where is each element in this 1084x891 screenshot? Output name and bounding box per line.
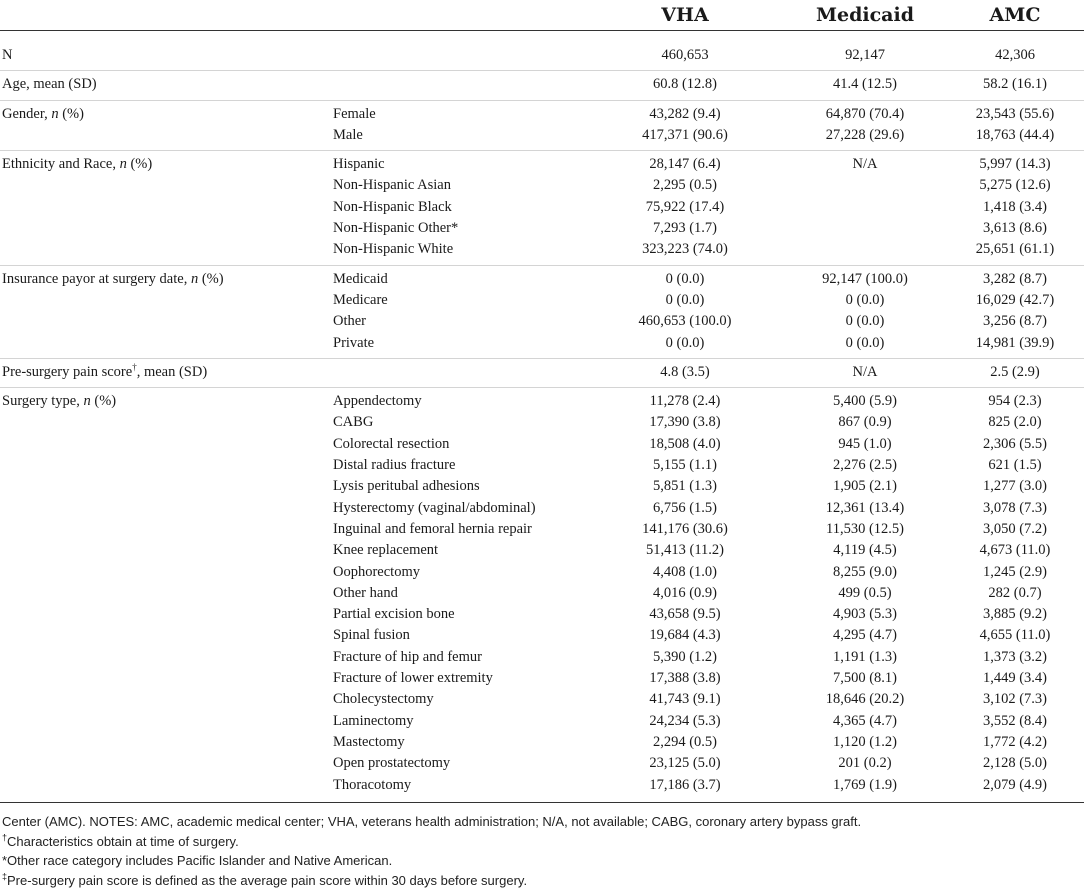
cell-amc: 2,128 (5.0) [982,755,1048,772]
cell-vha: 5,851 (1.3) [652,478,718,495]
cell-amc: 18,763 (44.4) [975,126,1055,143]
category-label: Fracture of hip and femur [333,648,482,665]
table-group [0,151,1084,265]
table-row [0,583,1084,604]
table-group [0,101,1084,152]
cell-vha: 75,922 (17.4) [645,198,725,215]
table-row [0,290,1084,311]
cell-amc: 621 (1.5) [988,457,1042,474]
table-row [0,562,1084,583]
category-label: Lysis peritubal adhesions [333,478,480,495]
cell-vha: 0 (0.0) [665,270,705,287]
cell-vha: 2,294 (0.5) [652,733,718,750]
cell-medicaid: 8,255 (9.0) [832,563,898,580]
category-label: Non-Hispanic Other* [333,220,459,237]
cell-medicaid: 7,500 (8.1) [832,670,898,687]
table-row [0,498,1084,519]
cell-medicaid: 11,530 (12.5) [826,520,904,537]
category-label: Partial excision bone [333,606,455,623]
cell-vha: 17,388 (3.8) [649,670,721,687]
note-characteristics: †Characteristics obtain at time of surgery. [2,832,239,849]
category-label: Non-Hispanic Asian [333,177,451,194]
cell-vha: 43,282 (9.4) [649,105,721,122]
table-row [0,45,1084,66]
cell-vha: 323,223 (74.0) [642,241,728,258]
column-header-vha: VHA [661,4,709,26]
cell-amc: 16,029 (42.7) [975,291,1055,308]
cell-vha: 0 (0.0) [665,291,705,308]
cell-medicaid: 945 (1.0) [838,435,892,452]
table-row [0,412,1084,433]
table-group [0,388,1084,800]
category-label: CABG [333,414,374,431]
cell-vha: 11,278 (2.4) [649,393,721,410]
variable-label: Pre-surgery pain score†, mean (SD) [2,362,208,380]
note-other-race: *Other race category includes Pacific Islander and Native American. [2,853,393,868]
category-label: Colorectal resection [333,435,450,452]
cell-medicaid: 0 (0.0) [845,291,885,308]
cell-medicaid: 201 (0.2) [838,755,892,772]
cell-medicaid: 1,769 (1.9) [832,776,898,793]
table-group [0,42,1084,71]
category-label: Fracture of lower extremity [333,670,493,687]
cell-amc: 282 (0.7) [988,584,1042,601]
category-label: Laminectomy [333,712,414,729]
cell-vha: 41,743 (9.1) [649,691,721,708]
category-label: Other [333,313,367,330]
note-abbreviations: Center (AMC). NOTES: AMC, academic medical center; VHA, veterans health administration; N/A, not available; CABG, coronary artery bypass graft. [2,814,862,829]
cell-amc: 3,050 (7.2) [982,520,1048,537]
table-top-rule [0,30,1084,31]
cell-vha: 141,176 (30.6) [642,520,728,537]
cell-amc: 2,079 (4.9) [982,776,1048,793]
category-label: Non-Hispanic White [333,241,454,258]
table-row [0,604,1084,625]
category-label: Male [333,126,363,143]
cell-vha: 4.8 (3.5) [660,363,710,380]
category-label: Medicaid [333,270,388,287]
table-row [0,154,1084,175]
table-row [0,269,1084,290]
cell-vha: 28,147 (6.4) [649,156,721,173]
cell-medicaid: 27,228 (29.6) [825,126,905,143]
cell-amc: 3,282 (8.7) [982,270,1048,287]
variable-label: Ethnicity and Race, n (%) [2,156,153,173]
cell-vha: 4,408 (1.0) [652,563,718,580]
column-header-amc: AMC [989,4,1041,26]
cell-amc: 23,543 (55.6) [975,105,1055,122]
table-row [0,519,1084,540]
cell-medicaid: 0 (0.0) [845,313,885,330]
cell-medicaid: 4,903 (5.3) [832,606,898,623]
cell-medicaid: N/A [852,156,878,173]
cell-medicaid: 12,361 (13.4) [825,499,905,516]
column-header-medicaid: Medicaid [815,4,914,26]
cell-amc: 5,997 (14.3) [979,156,1051,173]
category-label: Hysterectomy (vaginal/abdominal) [333,499,536,516]
cell-amc: 1,277 (3.0) [982,478,1048,495]
table-row [0,753,1084,774]
category-label: Cholecystectomy [333,691,434,708]
table-row [0,175,1084,196]
cell-amc: 3,552 (8.4) [982,712,1048,729]
table-group [0,71,1084,100]
cell-amc: 1,449 (3.4) [982,670,1048,687]
table-row [0,476,1084,497]
category-label: Thoracotomy [333,776,412,793]
table-row [0,540,1084,561]
table-row [0,711,1084,732]
table-notes [2,812,1082,890]
category-label: Inguinal and femoral hernia repair [333,520,532,537]
category-label: Non-Hispanic Black [333,198,452,215]
cell-medicaid: 867 (0.9) [838,414,892,431]
table-row [0,218,1084,239]
category-label: Medicare [333,291,388,308]
cell-medicaid: 4,365 (4.7) [832,712,898,729]
cell-vha: 24,234 (5.3) [649,712,721,729]
cell-medicaid: 499 (0.5) [838,584,892,601]
cell-vha: 2,295 (0.5) [652,177,718,194]
cell-medicaid: 18,646 (20.2) [825,691,905,708]
cell-vha: 5,155 (1.1) [652,457,718,474]
cell-amc: 3,102 (7.3) [982,691,1048,708]
cell-vha: 23,125 (5.0) [649,755,721,772]
table-row [0,311,1084,332]
category-label: Appendectomy [333,393,422,410]
cell-vha: 4,016 (0.9) [652,584,718,601]
cell-vha: 5,390 (1.2) [652,648,718,665]
table-row [0,732,1084,753]
table-group [0,266,1084,359]
cell-vha: 7,293 (1.7) [652,220,718,237]
cell-amc: 3,885 (9.2) [982,606,1048,623]
cell-amc: 3,078 (7.3) [982,499,1048,516]
cell-amc: 4,673 (11.0) [979,542,1051,559]
cell-vha: 6,756 (1.5) [652,499,718,516]
variable-label: Age, mean (SD) [2,76,97,93]
table-row [0,104,1084,125]
table-row [0,689,1084,710]
cell-vha: 51,413 (11.2) [646,542,724,559]
table-row [0,74,1084,95]
cell-vha: 60.8 (12.8) [652,76,718,93]
cell-amc: 58.2 (16.1) [982,76,1048,93]
variable-label: N [2,47,13,63]
note-pain-score: ‡Pre-surgery pain score is defined as the average pain score within 30 days before surgery. [2,871,528,888]
category-label: Other hand [333,584,398,601]
cell-amc: 954 (2.3) [988,393,1042,410]
cell-amc: 1,245 (2.9) [982,563,1048,580]
table-row [0,125,1084,146]
table-row [0,197,1084,218]
cell-medicaid: 0 (0.0) [845,334,885,351]
cell-medicaid: 1,191 (1.3) [832,648,898,665]
cell-amc: 3,613 (8.6) [982,220,1048,237]
variable-label: Insurance payor at surgery date, n (%) [2,270,224,287]
category-label: Distal radius fracture [333,457,456,474]
cell-amc: 14,981 (39.9) [975,334,1055,351]
cell-medicaid: 92,147 [845,47,885,63]
cell-amc: 5,275 (12.6) [979,177,1051,194]
cell-medicaid: N/A [852,363,878,380]
category-label: Oophorectomy [333,563,420,580]
cell-vha: 417,371 (90.6) [642,126,728,143]
cell-vha: 460,653 [661,47,709,63]
cell-amc: 3,256 (8.7) [982,313,1048,330]
cell-amc: 1,772 (4.2) [982,733,1048,750]
cell-vha: 19,684 (4.3) [649,627,721,644]
cell-medicaid: 41.4 (12.5) [832,76,898,93]
table-row [0,362,1084,383]
category-label: Female [333,105,376,122]
cell-medicaid: 1,905 (2.1) [832,478,898,495]
cell-amc: 825 (2.0) [988,414,1042,431]
category-label: Open prostatectomy [333,755,451,772]
cell-amc: 4,655 (11.0) [979,627,1051,644]
category-label: Hispanic [333,156,385,173]
table-row [0,239,1084,260]
cell-vha: 460,653 (100.0) [638,313,732,330]
cell-vha: 17,186 (3.7) [649,776,721,793]
cell-medicaid: 1,120 (1.2) [832,733,898,750]
category-label: Mastectomy [333,733,405,750]
cell-medicaid: 4,295 (4.7) [832,627,898,644]
cell-medicaid: 64,870 (70.4) [825,105,905,122]
table-row [0,775,1084,796]
category-label: Spinal fusion [333,627,410,644]
table-row [0,391,1084,412]
category-label: Private [333,334,375,351]
table-bottom-rule [0,802,1084,803]
variable-label: Surgery type, n (%) [2,393,117,410]
cell-amc: 42,306 [995,47,1035,63]
table-row [0,455,1084,476]
table-row [0,434,1084,455]
cell-vha: 0 (0.0) [665,334,705,351]
cell-amc: 2,306 (5.5) [982,435,1048,452]
table-group [0,359,1084,388]
cell-medicaid: 4,119 (4.5) [833,542,897,559]
table-row [0,625,1084,646]
cell-amc: 25,651 (61.1) [975,241,1055,258]
cell-amc: 1,373 (3.2) [982,648,1048,665]
variable-label: Gender, n (%) [2,105,84,122]
table-row [0,333,1084,354]
cell-medicaid: 5,400 (5.9) [832,393,898,410]
cell-amc: 2.5 (2.9) [990,363,1040,380]
cell-vha: 18,508 (4.0) [649,435,721,452]
category-label: Knee replacement [333,542,439,559]
table-row [0,668,1084,689]
table-body [0,42,1084,800]
cell-medicaid: 92,147 (100.0) [822,270,908,287]
cell-vha: 43,658 (9.5) [649,606,721,623]
cell-vha: 17,390 (3.8) [649,414,721,431]
cell-amc: 1,418 (3.4) [982,198,1048,215]
cell-medicaid: 2,276 (2.5) [832,457,898,474]
table-row [0,647,1084,668]
